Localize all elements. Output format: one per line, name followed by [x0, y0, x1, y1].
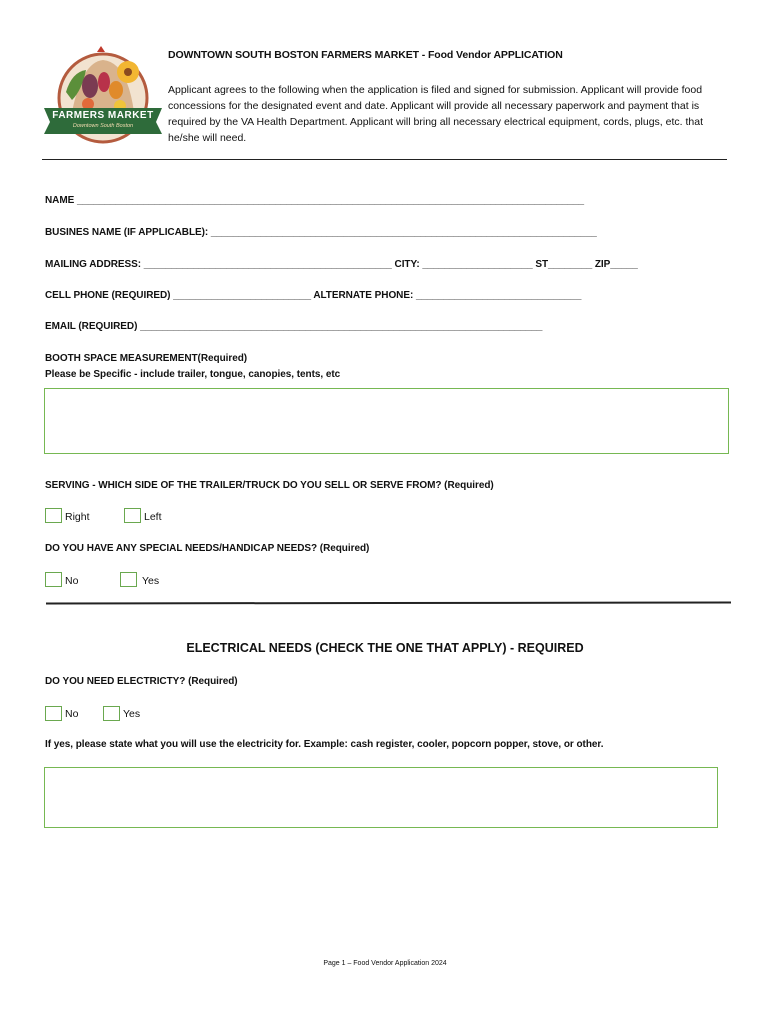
phone-field[interactable]: CELL PHONE (REQUIRED) _________________________ ALTERNATE PHONE: ______________________________ — [45, 290, 582, 301]
section-divider — [46, 602, 731, 604]
booth-hint: Please be Specific - include trailer, tongue, canopies, tents, etc — [45, 369, 341, 380]
electricity-yes-checkbox[interactable] — [103, 706, 120, 721]
logo-subtext: Downtown South Boston — [72, 123, 134, 129]
intro-paragraph: Applicant agrees to the following when the application is filed and signed for submission. Applicant will provide food concessions for the designated event and date. Applicant will provide all necessary paperwork and payment that is required by the VA Health Department. Applicant will bring all necessary electrical equipment, cords, plugs, etc. that he/she will need. — [168, 84, 703, 144]
farmers-market-logo — [42, 42, 164, 146]
electricity-no-label: No — [65, 708, 79, 720]
name-field[interactable]: NAME ____________________________________________________________________________________________ — [45, 195, 585, 206]
special-needs-yes-checkbox[interactable] — [120, 572, 137, 587]
booth-space-textarea[interactable] — [44, 388, 729, 454]
page-footer: Page 1 – Food Vendor Application 2024 — [323, 960, 447, 967]
electricity-yes-label: Yes — [123, 708, 141, 720]
booth-label: BOOTH SPACE MEASUREMENT(Required) — [45, 353, 248, 364]
electricity-no-checkbox[interactable] — [45, 706, 62, 721]
electricity-usage-prompt: If yes, please state what you will use the electricity for. Example: cash register, cooler, popcorn popper, stove, or other. — [45, 739, 604, 750]
serving-right-label: Right — [65, 511, 90, 523]
electrical-heading: ELECTRICAL NEEDS (CHECK THE ONE THAT APPLY) - REQUIRED — [186, 641, 584, 655]
email-field[interactable]: EMAIL (REQUIRED) _________________________________________________________________________ — [45, 321, 543, 332]
serving-left-label: Left — [144, 511, 162, 523]
header-divider — [42, 159, 727, 160]
form-title: DOWNTOWN SOUTH BOSTON FARMERS MARKET - Food Vendor APPLICATION — [168, 49, 563, 61]
logo-graphic — [42, 42, 164, 146]
mailing-address-field[interactable]: MAILING ADDRESS: _____________________________________________ CITY: ____________________ ST________ ZIP_____ — [45, 259, 638, 270]
serving-left-checkbox[interactable] — [124, 508, 141, 523]
special-needs-yes-label: Yes — [142, 575, 160, 587]
electricity-usage-textarea[interactable] — [44, 767, 718, 828]
electricity-question: DO YOU NEED ELECTRICTY? (Required) — [45, 676, 238, 687]
business-name-field[interactable]: BUSINES NAME (IF APPLICABLE): ______________________________________________________________________ — [45, 227, 597, 238]
logo-text: FARMERS MARKET — [52, 110, 154, 121]
special-needs-no-label: No — [65, 575, 79, 587]
serving-question: SERVING - WHICH SIDE OF THE TRAILER/TRUCK DO YOU SELL OR SERVE FROM? (Required) — [45, 480, 494, 491]
special-needs-question: DO YOU HAVE ANY SPECIAL NEEDS/HANDICAP NEEDS? (Required) — [45, 543, 370, 554]
serving-right-checkbox[interactable] — [45, 508, 62, 523]
special-needs-no-checkbox[interactable] — [45, 572, 62, 587]
